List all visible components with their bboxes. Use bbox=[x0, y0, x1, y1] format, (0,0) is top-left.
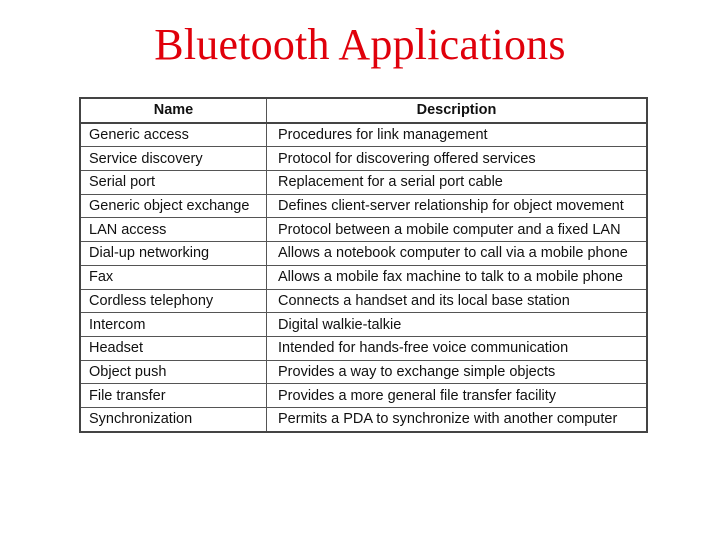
row-name: Intercom bbox=[80, 313, 267, 337]
row-name: File transfer bbox=[80, 384, 267, 408]
row-description: Intended for hands-free voice communication bbox=[267, 336, 648, 360]
column-header-name: Name bbox=[80, 98, 267, 123]
table-row bbox=[80, 336, 647, 360]
row-name: LAN access bbox=[80, 218, 267, 242]
table-row bbox=[80, 360, 647, 384]
row-description: Defines client-server relationship for object movement bbox=[267, 194, 648, 218]
row-name: Headset bbox=[80, 336, 267, 360]
row-name: Fax bbox=[80, 265, 267, 289]
table-row bbox=[80, 123, 647, 147]
row-description: Provides a way to exchange simple objects bbox=[267, 360, 648, 384]
row-description: Procedures for link management bbox=[267, 123, 648, 147]
row-name: Generic object exchange bbox=[80, 194, 267, 218]
row-description: Protocol between a mobile computer and a fixed LAN bbox=[267, 218, 648, 242]
table-row bbox=[80, 384, 647, 408]
row-name: Synchronization bbox=[80, 407, 267, 431]
row-description: Provides a more general file transfer facility bbox=[267, 384, 648, 408]
row-name: Object push bbox=[80, 360, 267, 384]
table-row bbox=[80, 407, 647, 431]
row-name: Dial-up networking bbox=[80, 242, 267, 266]
table-row bbox=[80, 289, 647, 313]
row-description: Replacement for a serial port cable bbox=[267, 171, 648, 195]
bluetooth-applications-table bbox=[79, 97, 648, 433]
row-name: Serial port bbox=[80, 171, 267, 195]
column-header-description: Description bbox=[267, 98, 648, 123]
row-description: Protocol for discovering offered services bbox=[267, 147, 648, 171]
slide-title: Bluetooth Applications bbox=[154, 20, 566, 69]
row-name: Service discovery bbox=[80, 147, 267, 171]
row-description: Digital walkie-talkie bbox=[267, 313, 648, 337]
table-header-row bbox=[80, 98, 647, 123]
row-description: Allows a notebook computer to call via a mobile phone bbox=[267, 242, 648, 266]
table-row bbox=[80, 242, 647, 266]
table-row bbox=[80, 218, 647, 242]
row-description: Allows a mobile fax machine to talk to a mobile phone bbox=[267, 265, 648, 289]
table-row bbox=[80, 265, 647, 289]
row-name: Cordless telephony bbox=[80, 289, 267, 313]
row-description: Permits a PDA to synchronize with another computer bbox=[267, 407, 648, 431]
table-row bbox=[80, 194, 647, 218]
row-name: Generic access bbox=[80, 123, 267, 147]
table-row bbox=[80, 313, 647, 337]
table-row bbox=[80, 171, 647, 195]
table-row bbox=[80, 147, 647, 171]
row-description: Connects a handset and its local base station bbox=[267, 289, 648, 313]
